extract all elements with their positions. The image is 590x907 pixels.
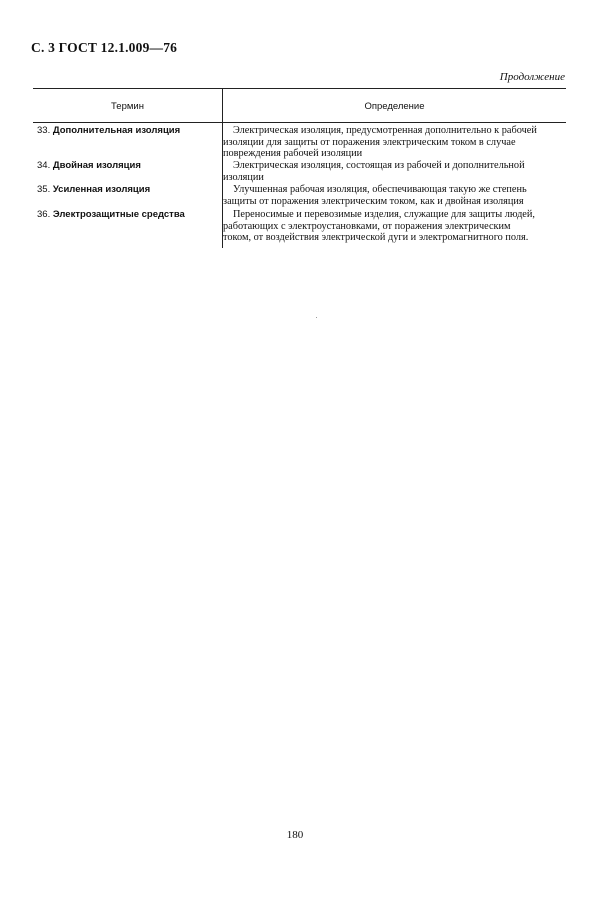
scan-speck [316,317,317,318]
term-number: 33. [37,125,51,136]
definition-cell [223,160,565,183]
term-cell [37,184,219,196]
term-text: Двойная изоляция [52,160,141,171]
term-number: 35. [37,184,51,195]
definition-line: Переносимые и перевозимые изделия, служащие для защиты людей, [233,209,535,220]
term-text: Электрозащитные средства [52,209,185,220]
table-top-rule [33,88,566,89]
definition-line: изоляции для защиты от поражения электрическим током в случае [223,136,516,148]
definition-cell [223,184,565,207]
continuation-label: Продолжение [499,71,565,83]
term-cell [37,209,219,221]
definition-line: защиты от поражения электрическим током, как и двойная изоляция [223,195,524,207]
definition-line: Улучшенная рабочая изоляция, обеспечивающая такую же степень [233,184,527,195]
term-number: 36. [37,209,51,220]
definition-cell [223,209,565,244]
definition-line: изоляции [223,171,264,183]
column-header-term: Термин [111,101,144,112]
definition-cell [223,125,565,160]
definition-line: током, от воздействия электрической дуги и электромагнитного поля. [223,232,529,243]
definition-line: работающих с электроустановками, от поражения электрическим [223,220,511,232]
term-cell [37,125,219,137]
definition-line: Электрическая изоляция, предусмотренная дополнительно к рабочей [233,125,537,136]
term-number: 34. [37,160,51,171]
definition-line: повреждения рабочей изоляции [223,148,363,159]
term-cell [37,160,219,172]
page-number: 180 [286,829,304,841]
definition-line: Электрическая изоляция, состоящая из рабочей и дополнительной [233,160,525,171]
column-header-definition: Определение [364,101,425,112]
term-text: Усиленная изоляция [52,184,151,195]
table-header-rule [33,122,566,123]
page-header: С. 3 ГОСТ 12.1.009—76 [31,40,178,55]
term-text: Дополнительная изоляция [52,125,181,136]
